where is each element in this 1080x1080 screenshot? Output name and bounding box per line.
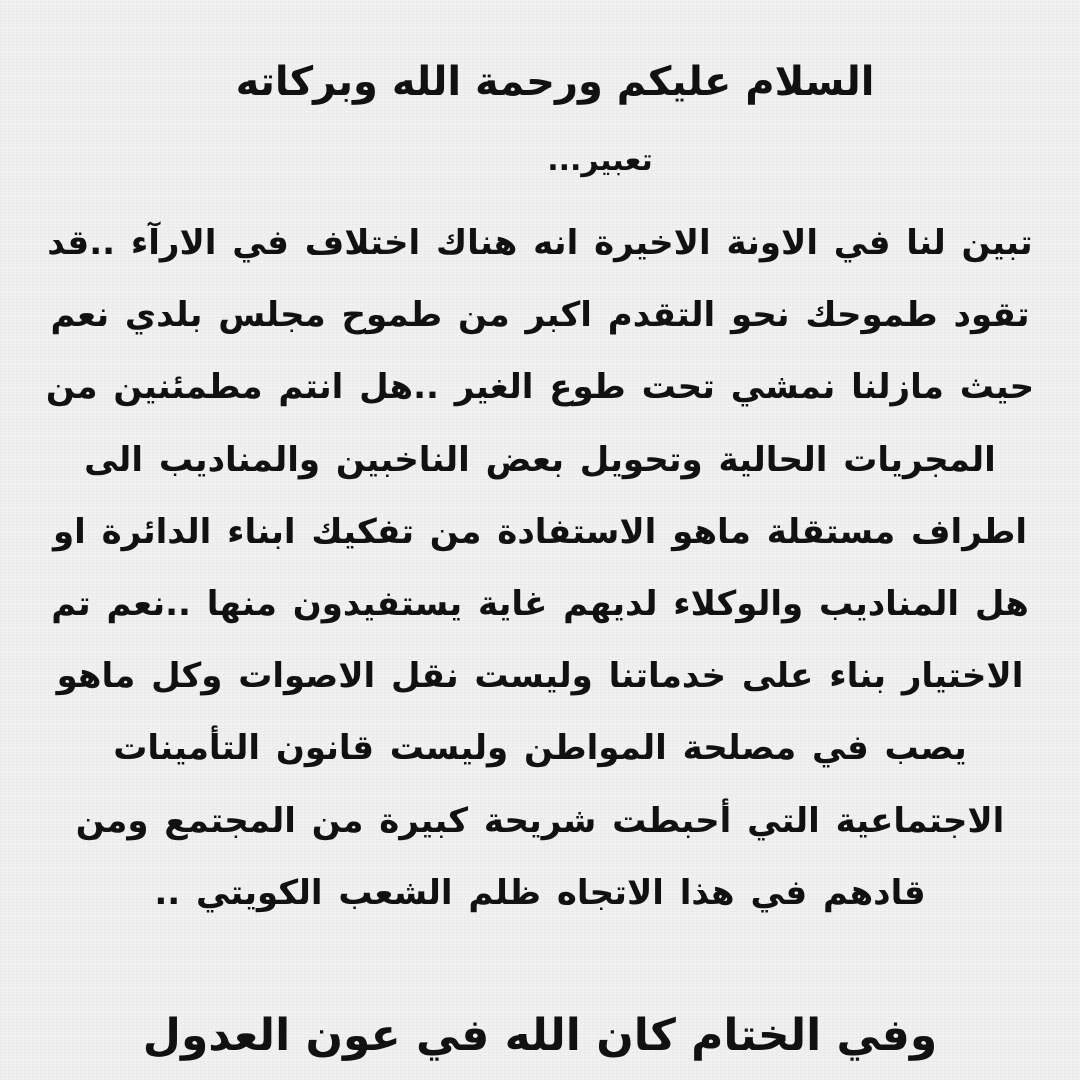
body-line: حيث مازلنا نمشي تحت طوع الغير ..هل انتم مطمئنين من	[45, 367, 1035, 408]
body-text	[38, 211, 1042, 933]
body-line: يصب في مصلحة المواطن وليست قانون التأمينات	[113, 728, 967, 769]
subtitle-heading: تعبير...	[547, 143, 653, 178]
body-line: المجريات الحالية وتحويل بعض الناخبين والمناديب الى	[84, 439, 996, 480]
body-line: تقود طموحك نحو التقدم اكبر من طموح مجلس بلدي نعم	[50, 295, 1030, 336]
body-line: قادهم في هذا الاتجاه ظلم الشعب الكويتي ..	[154, 872, 926, 913]
body-line: الاجتماعية التي أحبطت شريحة كبيرة من المجتمع ومن	[75, 800, 1005, 841]
closing-line: وفي الختام كان الله في عون العدول	[142, 1010, 938, 1061]
body-line: اطراف مستقلة ماهو الاستفادة من تفكيك ابناء الدائرة او	[52, 511, 1028, 552]
body-line: هل المناديب والوكلاء لديهم غاية يستفيدون منها ..نعم تم	[51, 583, 1029, 624]
body-line: تبين لنا في الاونة الاخيرة انه هناك اختلاف في الارآء ..قد	[47, 223, 1033, 263]
greeting-heading: السلام عليكم ورحمة الله وبركاته	[235, 59, 875, 105]
body-line: الاختيار بناء على خدماتنا وليست نقل الاصوات وكل ماهو	[56, 656, 1024, 697]
